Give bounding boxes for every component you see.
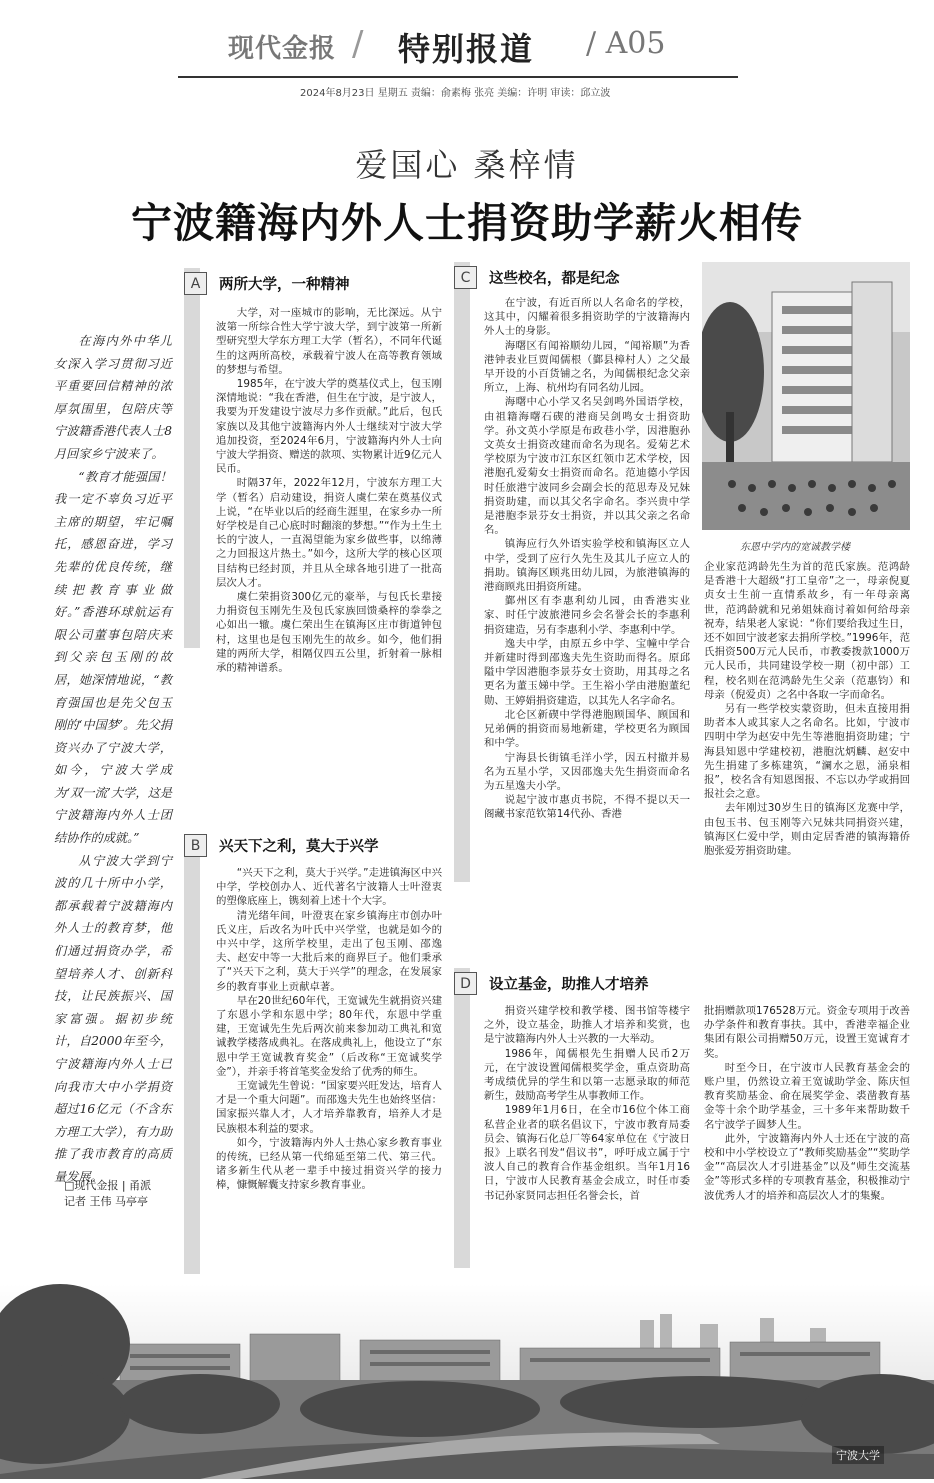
body-paragraph: 宁海县长街镇毛洋小学，因五村撤并易名为五星小学，又因邵逸夫先生捐资而命名为五星逸夫小学。 <box>484 751 690 792</box>
section-c-bar <box>454 262 470 882</box>
section-c-right-body <box>704 560 910 858</box>
masthead-brand: 现代金报 <box>228 34 337 64</box>
byline-reporters: 记者 王伟 马亭亭 <box>64 1195 148 1208</box>
section-a-letter: A <box>184 272 207 295</box>
section-a-bar <box>184 268 200 648</box>
intro-column <box>54 330 172 1189</box>
masthead-slash: / <box>352 24 364 64</box>
section-a-header <box>184 272 350 295</box>
body-paragraph: 批捐赠款项176528万元。资金专项用于改善办学条件和教育事扶。其中，香港幸福企业集团有限公司捐赠50万元，设置王宽诚育才奖。 <box>704 1005 910 1060</box>
section-a-title: 两所大学，一种精神 <box>219 277 350 293</box>
section-c-title: 这些校名，都是纪念 <box>489 271 620 287</box>
section-d-right-body <box>704 1004 910 1203</box>
school-building-photo <box>702 262 910 530</box>
photo-credit: 宁波大学 <box>832 1446 884 1464</box>
body-paragraph: 逸夫中学，由原五乡中学、宝幢中学合并新建时得到邵逸夫先生资助而得名。原邱隘中学因港胞李景芬女士资助，用其母之名更名为董玉娣中学。王生裕小学由港胞董纪勋、王婷娟捐资建造，以其先人名字命名。 <box>484 637 690 707</box>
headline-kicker: 爱国心 桑梓情 <box>355 146 579 184</box>
campus-panorama-photo <box>0 1284 934 1479</box>
body-paragraph: 在宁波，有近百所以人名命名的学校，这其中，闪耀着很多捐资助学的宁波籍海内外人士的身影。 <box>484 297 690 338</box>
body-paragraph: 镇海应行久外语实验学校和镇海区立人中学，受到了应行久先生及其儿子应立人的捐助。镇海区顾兆田幼儿园，为旅港镇海的港商顾兆田捐资所建。 <box>484 538 690 594</box>
body-paragraph: 1986年，闻儒根先生捐赠人民币2万元，在宁波设置闻儒根奖学金，重点资助高考成绩优异的学生和以第一志愿录取的师范新生，鼓励高考学生从事教师工作。 <box>484 1047 690 1103</box>
byline-source: □现代金报 | 甬派 <box>64 1179 152 1192</box>
body-paragraph: 王宽诚先生曾说：“国家要兴旺发达，培育人才是一个重大问题”。而邵逸夫先生也始终坚信：国家振兴靠人才，人才培养靠教育，培养人才是民族根本利益的要求。 <box>216 1080 442 1135</box>
photo-caption: 东恩中学内的宽诚教学楼 <box>740 542 850 553</box>
body-paragraph: 鄞州区有李惠利幼儿园，由香港实业家、时任宁波旅港同乡会名誉会长的李惠利捐资建造，另有李惠利小学、李惠利中学。 <box>484 595 690 636</box>
intro-paragraph: “教育才能强国！我一定不辜负习近平主席的期望，牢记嘱托，感恩奋进，学习先辈的优良传统，继续把教育事业做好。”香港环球航运有限公司董事包陪庆来到父亲包玉刚的故居，她深情地说，“教育强国也是先父包玉刚的‘中国梦’。先父捐资兴办了宁波大学，如今，宁波大学成为‘双一流’大学，这是宁波籍海内外人士团结协作的成就。” <box>54 469 172 846</box>
body-paragraph: 时隔37年，2022年12月，宁波东方理工大学（暂名）启动建设，捐资人虞仁荣在奠基仪式上说，“在毕业以后的经商生涯里，在家乡办一所好学校是自己心底时时翻滚的梦想。”“作为土生土长的宁波人，一直渴望能为家乡做些事，以绵薄之力回报这片热土。”如今，这所大学的核心区项目结构已经封顶，并且从全球各地引进了一批高层次人才。 <box>216 477 442 589</box>
section-b-bar <box>184 834 200 1274</box>
section-b-body <box>216 866 442 1193</box>
body-paragraph: 早在20世纪60年代，王宽诚先生就捐资兴建了东恩小学和东恩中学；80年代，东恩中学重建，王宽诚先生先后两次前来参加动工典礼和宽诚教学楼落成典礼。在落成典礼上，他设立了“东恩中学王宽诚教育奖金”（后改称“王宽诚奖学金”），并亲手将首笔奖金发给了优秀的师生。 <box>216 994 442 1078</box>
section-c-letter: C <box>454 266 477 289</box>
body-paragraph: 时至今日，在宁波市人民教育基金会的账户里，仍然设立着王宽诚助学金、陈庆恒教育奖励基金、俞在展奖学金、裘凿教育基金等十余个助学基金，三十多年来帮助数千名宁波学子圆梦人生。 <box>704 1061 910 1131</box>
masthead-section: 特别报道 <box>398 30 535 68</box>
body-paragraph: 海曙区有闻裕顺幼儿园，“闻裕顺”为香港钟表业巨贾闻儒根（鄞县樟村人）之父最早开设的小百货铺之名，为闻儒根纪念父亲所立，上海、杭州均有同名幼儿园。 <box>484 339 690 395</box>
section-b-letter: B <box>184 834 207 857</box>
body-paragraph: 另有一些学校实蒙资助，但未直接用捐助者本人或其家人之名命名。比如，宁波市四明中学为赵安中先生等港胞捐资助建；宁海县知恩中学建校初，港胞沈炳麟、赵安中先生捐建了多栋建筑，“澜水之恩，涌泉相报”，校名含有知恩图报、不忘以办学或捐回报社会之意。 <box>704 703 910 801</box>
masthead-rule <box>178 76 738 78</box>
body-paragraph: 说起宁波市惠贞书院，不得不提以天一阁藏书家范钦第14代孙、香港 <box>484 794 690 821</box>
section-c-body <box>484 296 690 822</box>
section-d-letter: D <box>454 972 477 995</box>
masthead-page-number: / A05 <box>586 26 666 61</box>
body-paragraph: 北仑区新碶中学得港胞顾国华、顾国和兄弟俩的捐资而易地新建，学校更名为顾国和中学。 <box>484 708 690 750</box>
body-paragraph: “兴天下之利，莫大于兴学。”走进镇海区中兴中学，学校创办人、近代著名宁波籍人士叶澄衷的塑像底座上，镌刻着上述十个大字。 <box>216 867 442 908</box>
section-d-header <box>454 972 649 995</box>
body-paragraph: 清光绪年间，叶澄衷在家乡镇海庄市创办叶氏义庄，后改名为叶氏中兴学堂，也就是如今的中兴中学，这所学校里，走出了包玉刚、邵逸夫、赵安中等一大批后来的商界巨子。他们秉承了“兴天下之利，莫大于兴学”的理念，在发展家乡的教育事业上贡献卓著。 <box>216 909 442 993</box>
body-paragraph: 如今，宁波籍海内外人士热心家乡教育事业的传统，已经从第一代绵延至第二代、第三代。诸多新生代从老一辈手中接过捐资兴学的接力棒，慷慨解囊支持家乡教育事业。 <box>216 1136 442 1192</box>
masthead-meta: 2024年8月23日 星期五 责编：俞素梅 张亮 美编：许明 审读：邱立波 <box>300 88 611 99</box>
body-paragraph: 1989年1月6日，在全市16位个体工商私营企业者的联名倡议下，宁波市教育局委员会、镇海石化总厂等64家单位在《宁波日报》上联名刊发“倡议书”，呼吁成立属于宁波人自己的教育合作基金组织。当年1月16日，宁波市人民教育基金会成立，时任市委书记孙家贤同志担任名誉会长，首 <box>484 1104 690 1202</box>
body-paragraph: 1985年，在宁波大学的奠基仪式上，包玉刚深情地说：“我在香港，但生在宁波，是宁波人，我要为开发建设宁波尽力多作贡献。”此后，包氏家族以及其他宁波籍海内外人士继续对宁波大学追加投资，至2024年6月，宁波籍海内外人士向宁波大学捐资、赠送的款项、实物累计近9亿元人民币。 <box>216 378 442 476</box>
intro-paragraph: 从宁波大学到宁波的几十所中小学，都承载着宁波籍海内外人士的教育梦，他们通过捐资办学，希望培养人才、创新科技，让民族振兴、国家富强。据初步统计，自2000年至今，宁波籍海内外人士已向我市大中小学捐资超过16亿元（不含东方理工大学），有力助推了我市教育的高质量发展。 <box>54 853 172 1184</box>
section-b-header <box>184 834 379 857</box>
body-paragraph: 去年刚过30岁生日的镇海区龙赛中学，由包玉书、包玉刚等六兄妹共同捐资兴建，镇海区仁爱中学，则由定居香港的镇海籍侨胞张爱芳捐资助建。 <box>704 802 910 858</box>
body-paragraph: 捐资兴建学校和教学楼、图书馆等楼宇之外，设立基金，助推人才培养和奖赏，也是宁波籍海内外人士兴教的一大举动。 <box>484 1005 690 1046</box>
body-paragraph: 大学，对一座城市的影响，无比深远。从宁波第一所综合性大学宁波大学，到宁波第一所新型研究型大学东方理工大学（暂名），不同年代诞生的这两所高校，承载着宁波人在高等教育领域的梦想与希望。 <box>216 307 442 376</box>
section-a-body <box>216 306 442 675</box>
body-paragraph: 海曙中心小学又名吴剑鸣外国语学校，由祖籍海曙石碶的港商吴剑鸣女士捐资助学。孙文英小学原是布政巷小学，因港胞孙文英女士捐资改建而命名为现名。爱菊艺术学校原为宁波市江东区红领巾艺术学校，因港胞孔爱菊女士捐资而命名。范迪德小学因时任旅港宁波同乡会副会长的范思寿及兄妹捐资助建，而以其父名字命名。李兴贵中学是港胞李景芬女士捐资，并以其父亲之名命名。 <box>484 396 690 537</box>
section-b-title: 兴天下之利，莫大于兴学 <box>219 839 379 855</box>
body-paragraph: 虞仁荣捐资300亿元的豪举，与包氏长辈接力捐资包玉刚先生及包氏家族回馈桑梓的拳拳之心如出一辙。虞仁荣出生在镇海区庄市街道钟包村，这里也是包玉刚先生的故乡。如今，他们捐建的两所大学，相隔仅四五公里，折射着一脉相承的精神谱系。 <box>216 591 442 675</box>
byline <box>64 1178 176 1210</box>
section-d-bar <box>454 968 470 1268</box>
body-paragraph: 此外，宁波籍海内外人士还在宁波的高校和中小学校设立了“教师奖励基金”“奖助学金”“高层次人才引进基金”以及“师生交流基金”等形式多样的专项教育基金，积极推动宁波优秀人才的培养和高层次人才的集聚。 <box>704 1132 910 1202</box>
headline-title: 宁波籍海内外人士捐资助学薪火相传 <box>131 199 803 247</box>
section-d-body <box>484 1004 690 1203</box>
section-c-header <box>454 266 620 289</box>
body-paragraph: 企业家范鸿龄先生为首的范氏家族。范鸿龄是香港十大超级“打工皇帝”之一，母亲倪夏贞女士生前一直情系故乡，有一年母亲离世，范鸿龄就和兄弟姐妹商讨着如何给母亲祝寿，结果老人家说：“你们要给我过生日，还不如回宁波老家去捐所学校。”1996年，范氏捐资500万元人民币，市教委拨款1000万元人民币，共同建设学校一期（初中部）工程，校名则在范鸿龄先生父亲（范惠钧）和母亲（倪爱贞）之名中各取一字而命名。 <box>704 561 910 701</box>
section-d-title: 设立基金，助推人才培养 <box>489 977 649 993</box>
intro-paragraph: 在海内外中华儿女深入学习贯彻习近平重要回信精神的浓厚氛围里，包陪庆等宁波籍香港代表人士8月回家乡宁波来了。 <box>54 334 172 461</box>
